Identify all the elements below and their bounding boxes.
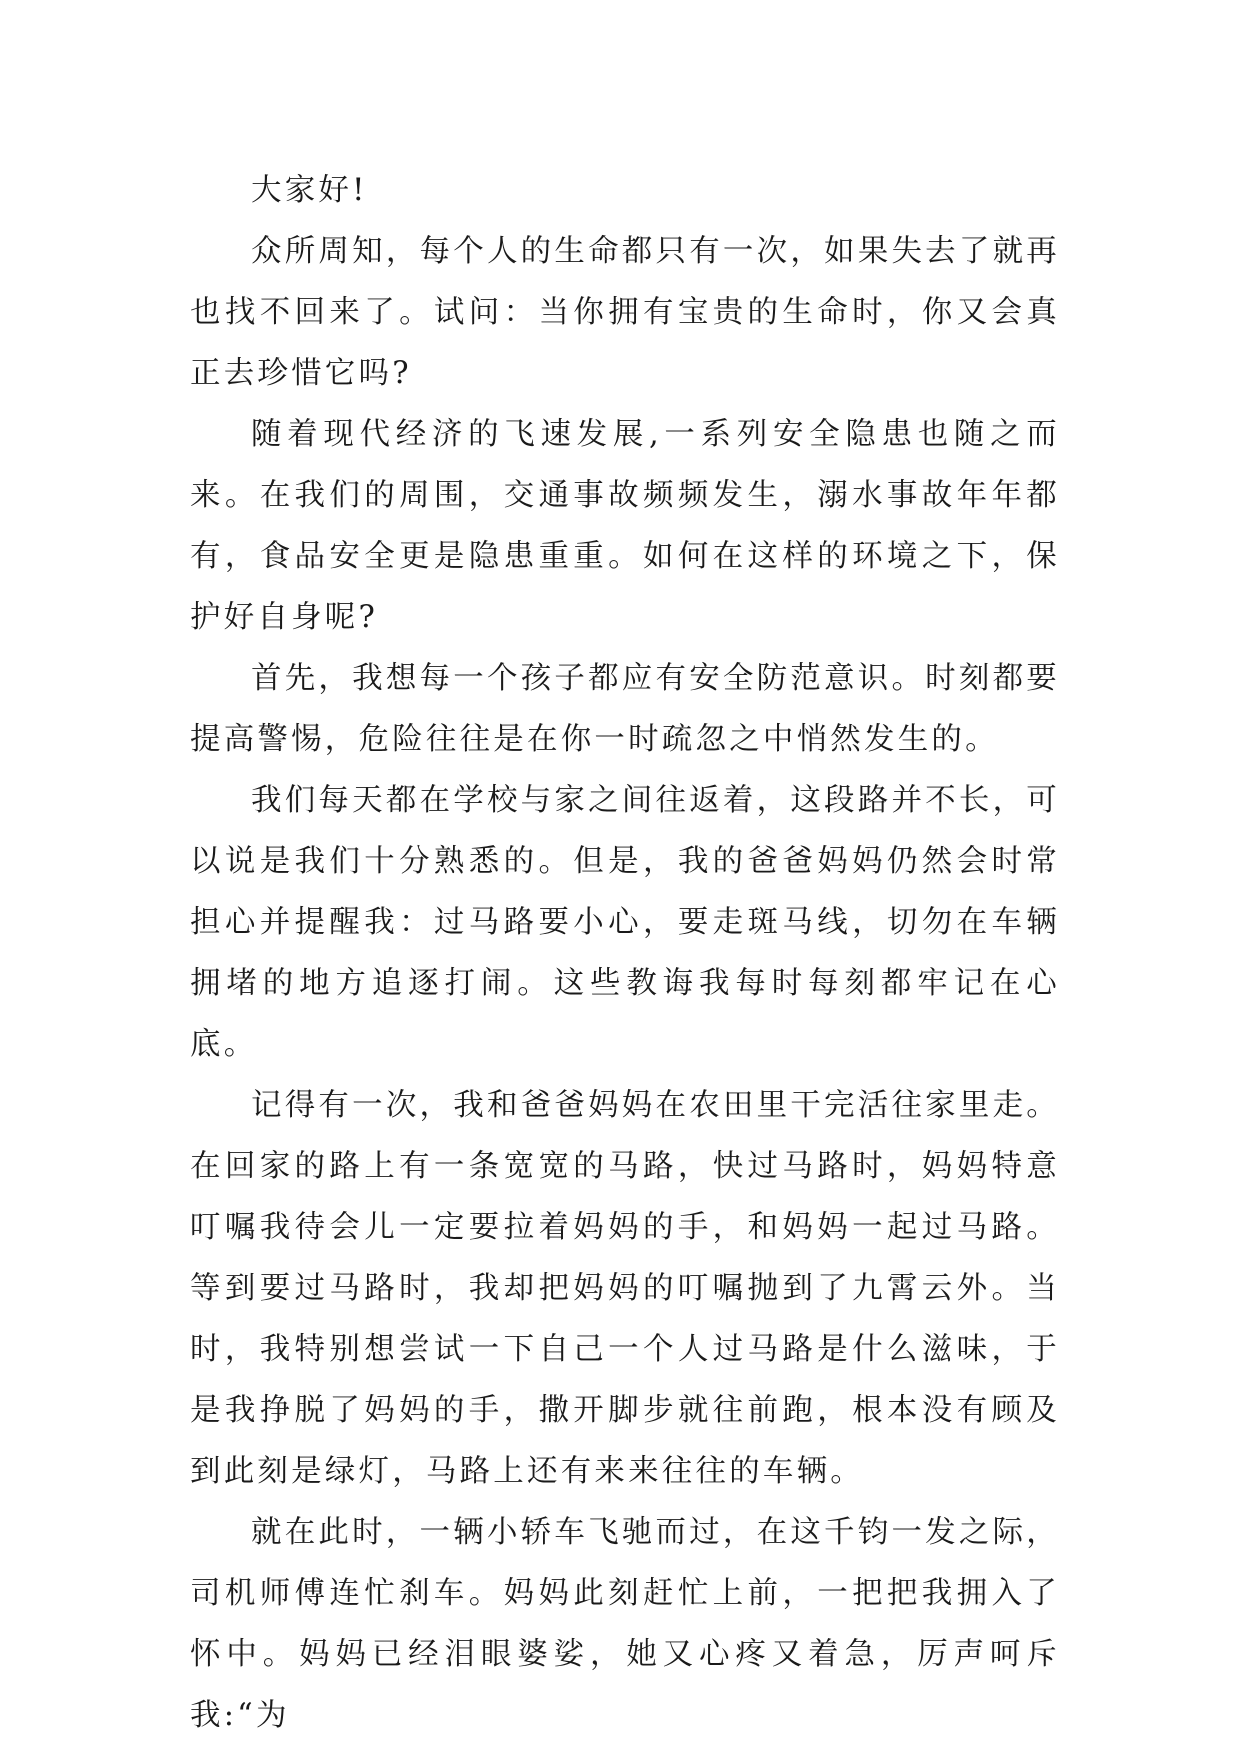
paragraph-5: 记得有一次，我和爸爸妈妈在农田里干完活往家里走。在回家的路上有一条宽宽的马路，快过马路时，妈妈特意叮嘱我待会儿一定要拉着妈妈的手，和妈妈一起过马路。等到要过马路时，我却把妈妈的叮嘱抛到了九霄云外。当时，我特别想尝试一下自己一个人过马路是什么滋味，于是我挣脱了妈妈的手，撒开脚步就往前跑，根本没有顾及到此刻是绿灯，马路上还有来来往往的车辆。 <box>190 1088 1060 1489</box>
document-body <box>190 160 1060 1746</box>
paragraph-1: 众所周知，每个人的生命都只有一次，如果失去了就再也找不回来了。试问：当你拥有宝贵的生命时，你又会真正去珍惜它吗? <box>190 234 1060 391</box>
paragraph-6: 就在此时，一辆小轿车飞驰而过，在这千钧一发之际，司机师傅连忙刹车。妈妈此刻赶忙上前，一把把我拥入了怀中。妈妈已经泪眼婆娑，她又心疼又着急，厉声呵斥我:“为 <box>190 1515 1060 1733</box>
paragraph-greeting: 大家好! <box>251 173 368 208</box>
paragraph-2: 随着现代经济的飞速发展,一系列安全隐患也随之而来。在我们的周围，交通事故频频发生，溺水事故年年都有，食品安全更是隐患重重。如何在这样的环境之下，保护好自身呢? <box>190 417 1060 635</box>
paragraph-3: 首先，我想每一个孩子都应有安全防范意识。时刻都要提高警惕，危险往往是在你一时疏忽之中悄然发生的。 <box>190 661 1060 757</box>
paragraph-4: 我们每天都在学校与家之间往返着，这段路并不长，可以说是我们十分熟悉的。但是，我的爸爸妈妈仍然会时常担心并提醒我：过马路要小心，要走斑马线，切勿在车辆拥堵的地方追逐打闹。这些教诲我每时每刻都牢记在心底。 <box>190 783 1060 1062</box>
